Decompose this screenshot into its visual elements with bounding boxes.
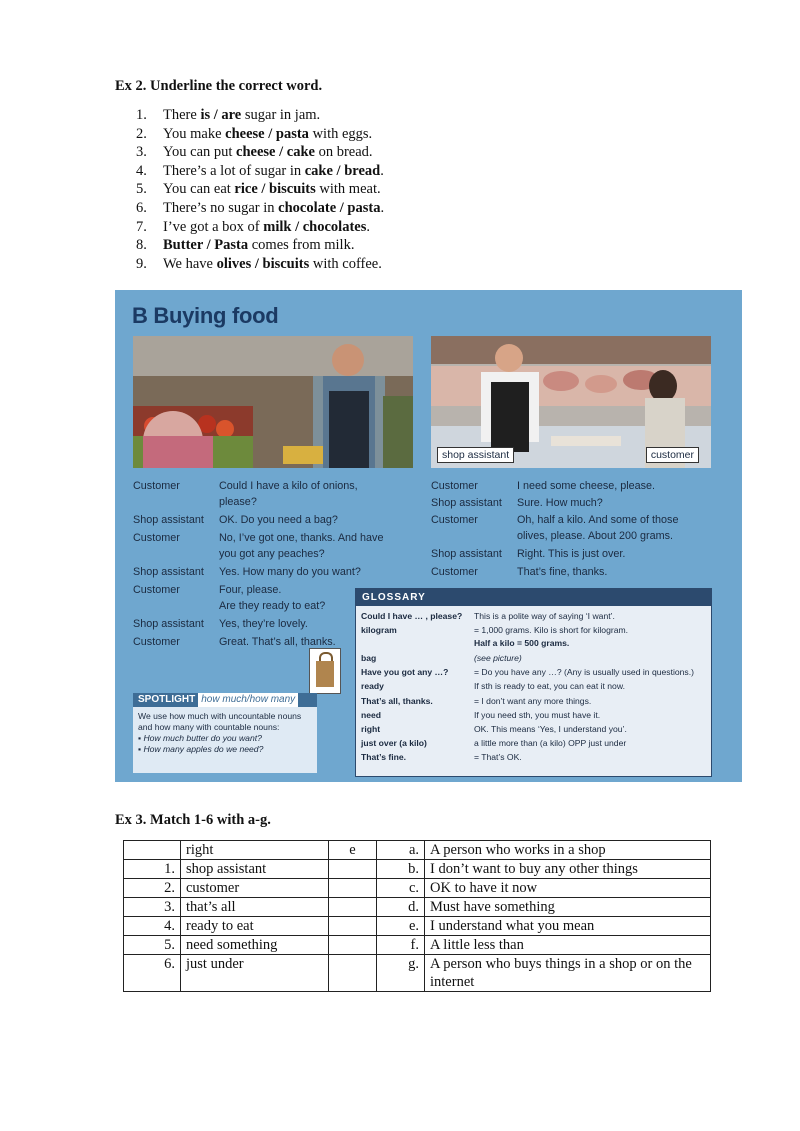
ex2-item: 6. There’s no sugar in chocolate / pasta. [136,199,385,216]
table-row: 5. need something f. A little less than [124,936,711,955]
ex2-item: 7. I’ve got a box of milk / chocolates. [136,218,370,235]
customer-tag: customer [646,447,699,463]
ex2-heading: Ex 2. Underline the correct word. [115,78,323,94]
glossary-header: GLOSSARY [356,589,711,606]
shop-assistant-tag: shop assistant [437,447,514,463]
bag-picture [309,648,341,694]
ex2-item: 5. You can eat rice / biscuits with meat. [136,181,381,198]
ex2-item: 4. There’s a lot of sugar in cake / bread. [136,162,384,179]
ex3-heading: Ex 3. Match 1-6 with a-g. [115,812,271,828]
ex2-item: 3. You can put cheese / cake on bread. [136,144,373,161]
paper-bag-icon [316,661,334,687]
spotlight-header: SPOTLIGHT how much/how many [133,693,317,707]
answer-cell[interactable] [329,898,377,917]
answer-cell[interactable]: e [329,841,377,860]
ex2-item: 8. Butter / Pasta comes from milk. [136,237,355,254]
table-row: 3. that’s all d. Must have something [124,898,711,917]
table-row: 4. ready to eat e. I understand what you mean [124,917,711,936]
answer-cell[interactable] [329,955,377,992]
table-row: 1. shop assistant b. I don’t want to buy any other things [124,860,711,879]
market-stall-photo [133,336,413,468]
answer-cell[interactable] [329,879,377,898]
match-table [123,840,711,992]
ex2-item: 2. You make cheese / pasta with eggs. [136,125,373,142]
coursebook-panel: B Buying food shop assistant customer Customer Could I have a kilo of onions, please? Shop assistant OK. Do you need a bag? Customer No, I’ve got one, thanks. And have you got any peaches? Shop assistant Yes. How many do you want? Customer Four, please. Are they ready to eat? Shop assistant Yes, they’re lovely. Customer Great. That’s all, thanks. Customer I need some cheese, please. Shop assistant Sure. How much? Customer Oh, half a kilo. And some of those olives, please. About 200 grams. Shop assistant Right. This is just over. Customer That’s fine, thanks. SPOTLIGHT how much/how many We use how much with uncountable nouns and how many with countable nouns: ▪ How much butter do you want? ▪ How many apples do we need? GLOSSARY Could I have … , please? This is a polite way of saying ‘I want’. kilogram = 1,000 grams. Kilo is short for kilogram. Half a kilo = 500 grams. bag (see picture) Have you got any …? = Do you have any …? (Any is usually used in questions.) ready If sth is ready to eat, you can eat it now. That’s all, thanks. = I don’t want any more things. need If you need sth, you must have it. right OK. This means ‘Yes, I understand you’. just over (a kilo) a little more than (a kilo) OPP just under That’s fine. = That’s OK. [115,290,742,782]
ex2-list [136,106,384,273]
book-section-title: B Buying food [132,303,279,328]
answer-cell[interactable] [329,917,377,936]
answer-cell[interactable] [329,860,377,879]
table-row: 2. customer c. OK to have it now [124,879,711,898]
deli-counter-photo [431,336,711,468]
spotlight-box [133,693,317,773]
answer-cell[interactable] [329,936,377,955]
table-row: 6. just under g. A person who buys things in a shop or on the internet [124,955,711,992]
table-row: right e a. A person who works in a shop [124,841,711,860]
spotlight-body: We use how much with uncountable nouns and how many with countable nouns: ▪ How much butter do you want? ▪ How many apples do we need? [138,711,302,754]
ex2-item: 9. We have olives / biscuits with coffee. [136,255,382,272]
ex2-item: 1. There is / are sugar in jam. [136,107,321,123]
glossary-box: GLOSSARY Could I have … , please? This is a polite way of saying ‘I want’. kilogram = 1,000 grams. Kilo is short for kilogram. Half a kilo = 500 grams. bag (see picture) Have you got any …? = Do you have any …? (Any is usually used in questions.) ready If sth is ready to eat, you can eat it now. That’s all, thanks. = I don’t want any more things. need If you need sth, you must have it. right OK. This means ‘Yes, I understand you’. just over (a kilo) a little more than (a kilo) OPP just under That’s fine. = That’s OK. [355,588,712,777]
